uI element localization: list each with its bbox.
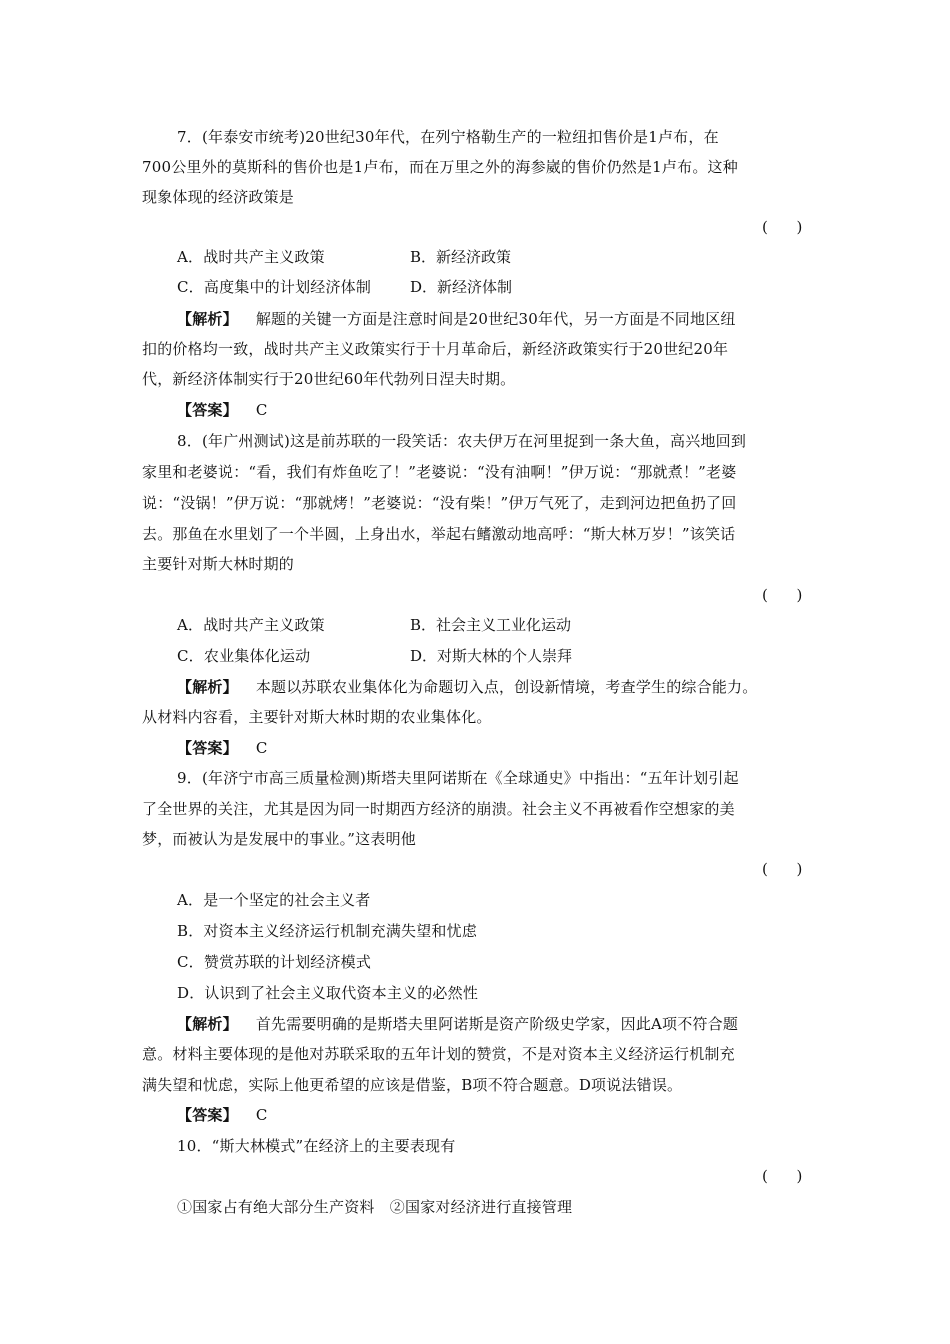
q7-answer-line: [177, 400, 268, 420]
q9-stem-line-1: 9．(年济宁市高三质量检测)斯塔夫里阿诺斯在《全球通史》中指出：“五年计划引起: [177, 769, 739, 787]
q8-option-a: A．战时共产主义政策: [177, 616, 325, 634]
q7-analysis-line-3: 代，新经济体制实行于20世纪60年代勃列日涅夫时期。: [142, 370, 516, 388]
q9-option-a: A．是一个坚定的社会主义者: [177, 891, 371, 909]
q7-analysis-line-2: 扣的价格均一致，战时共产主义政策实行于十月革命后，新经济政策实行于20世纪20年: [142, 340, 729, 358]
q10-stem-line-1: 10．“斯大林模式”在经济上的主要表现有: [177, 1137, 456, 1155]
q8-analysis-line-2: 从材料内容看，主要针对斯大林时期的农业集体化。: [142, 708, 492, 726]
q9-option-b: B．对资本主义经济运行机制充满失望和忧虑: [177, 922, 478, 940]
q8-stem-line-5: 主要针对斯大林时期的: [142, 555, 295, 573]
q7-analysis-line-1: [177, 309, 736, 329]
q9-answer-line: [177, 1105, 268, 1125]
q8-analysis-line-1: [177, 677, 757, 697]
q9-analysis-line-1: [177, 1014, 738, 1034]
q8-option-d: D．对斯大林的个人崇拜: [410, 647, 573, 665]
q7-answer-value: C: [255, 401, 268, 419]
q8-answer-line: [177, 738, 268, 758]
q8-answer-blank: ( ): [762, 586, 803, 604]
q8-option-c: C．农业集体化运动: [177, 647, 311, 665]
q8-stem-line-2: 家里和老婆说：“看，我们有炸鱼吃了！”老婆说：“没有油啊！”伊万说：“那就煮！”老婆: [142, 463, 737, 481]
q9-answer-tag: 【答案】: [177, 1106, 238, 1124]
q9-stem-line-3: 梦，而被认为是发展中的事业。”这表明他: [142, 830, 416, 848]
q9-analysis-tag: 【解析】: [177, 1015, 238, 1033]
q9-stem-line-2: 了全世界的关注，尤其是因为同一时期西方经济的崩溃。社会主义不再被看作空想家的美: [142, 800, 735, 818]
q7-stem-line-2: 700公里外的莫斯科的售价也是1卢布，而在万里之外的海参崴的售价仍然是1卢布。这种: [142, 158, 738, 176]
q8-stem-line-3: 说：“没锅！”伊万说：“那就烤！”老婆说：“没有柴！”伊万气死了，走到河边把鱼扔了回: [142, 494, 737, 512]
q9-answer-blank: ( ): [762, 860, 803, 878]
q7-analysis-tag: 【解析】: [177, 310, 238, 328]
q9-answer-value: C: [255, 1106, 268, 1124]
q8-answer-tag: 【答案】: [177, 739, 238, 757]
q7-stem-line-3: 现象体现的经济政策是: [142, 188, 295, 206]
q7-option-c: C．高度集中的计划经济体制: [177, 278, 372, 296]
q7-stem-line-1: 7．(年泰安市统考)20世纪30年代，在列宁格勒生产的一粒纽扣售价是1卢布，在: [177, 128, 719, 146]
q8-stem-line-4: 去。那鱼在水里划了一个半圆，上身出水，举起右鳍激动地高呼：“斯大林万岁！”该笑话: [142, 525, 736, 543]
q8-analysis-tag: 【解析】: [177, 678, 238, 696]
q7-option-a: A．战时共产主义政策: [177, 248, 325, 266]
q9-option-c: C．赞赏苏联的计划经济模式: [177, 953, 372, 971]
q8-answer-value: C: [255, 739, 268, 757]
q9-analysis-line-3: 满失望和忧虑，实际上他更希望的应该是借鉴，B项不符合题意。D项说法错误。: [142, 1076, 683, 1094]
q7-answer-blank: ( ): [762, 218, 803, 236]
q7-option-b: B．新经济政策: [410, 248, 512, 266]
q9-analysis-text-1: 首先需要明确的是斯塔夫里阿诺斯是资产阶级史学家，因此A项不符合题: [255, 1015, 739, 1033]
q7-option-d: D．新经济体制: [410, 278, 513, 296]
q8-option-b: B．社会主义工业化运动: [410, 616, 572, 634]
q10-answer-blank: ( ): [762, 1167, 803, 1185]
q7-analysis-text-1: 解题的关键一方面是注意时间是20世纪30年代，另一方面是不同地区纽: [255, 310, 736, 328]
q10-items: ①国家占有绝大部分生产资料 ②国家对经济进行直接管理: [177, 1198, 573, 1216]
q9-option-d: D．认识到了社会主义取代资本主义的必然性: [177, 984, 479, 1002]
q8-stem-line-1: 8．(年广州测试)这是前苏联的一段笑话：农夫伊万在河里捉到一条大鱼，高兴地回到: [177, 432, 747, 450]
q8-analysis-text-1: 本题以苏联农业集体化为命题切入点，创设新情境，考查学生的综合能力。: [255, 678, 758, 696]
q9-analysis-line-2: 意。材料主要体现的是他对苏联采取的五年计划的赞赏，不是对资本主义经济运行机制充: [142, 1045, 735, 1063]
q7-answer-tag: 【答案】: [177, 401, 238, 419]
